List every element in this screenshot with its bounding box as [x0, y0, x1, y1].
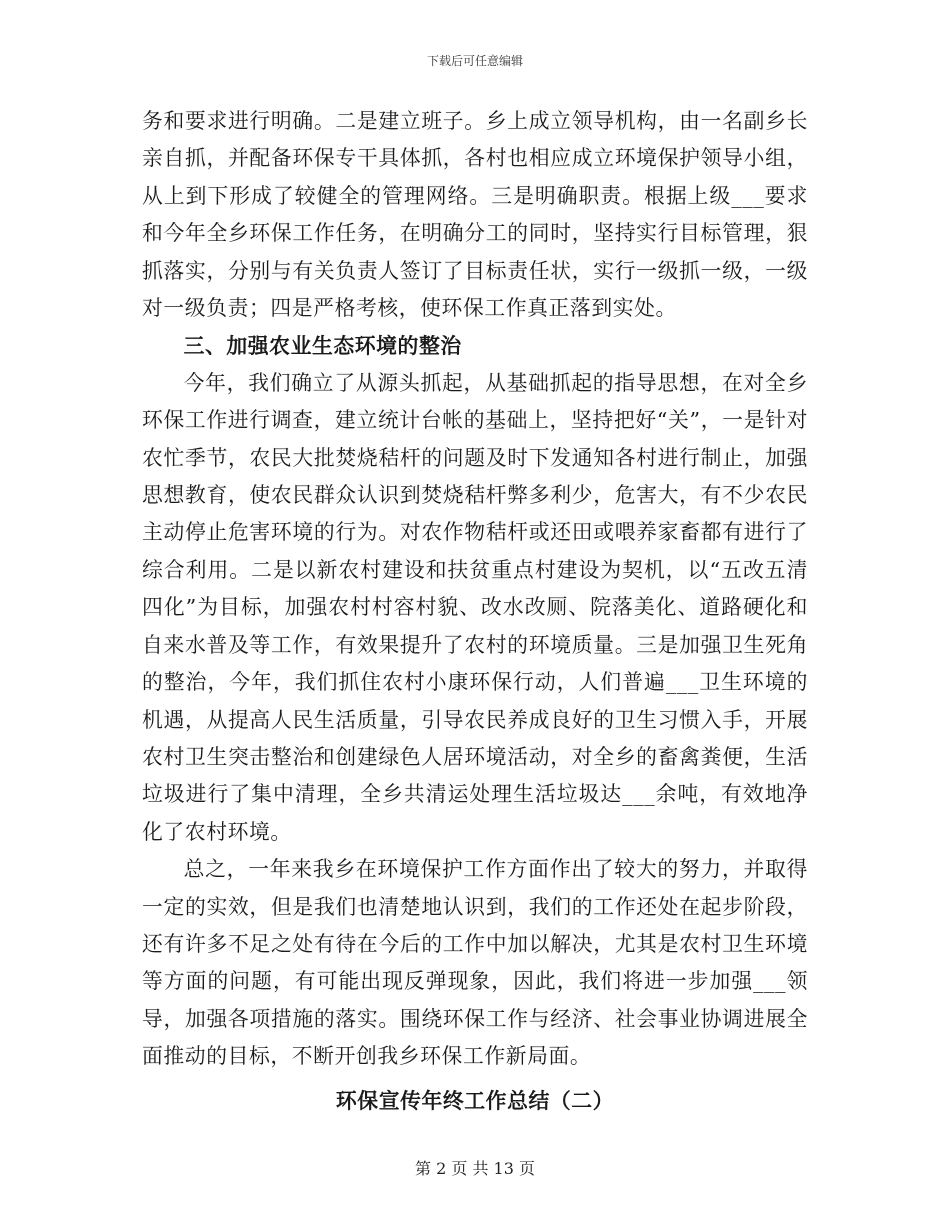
paragraph-ecology: 今年，我们确立了从源头抓起，从基础抓起的指导思想，在对全乡环保工作进行调查，建立统计台帐的基础上，坚持把好“关”，一是针对农忙季节，农民大批焚烧秸杆的问题及时下发通知各村进行制止，加强思想教育，使农民群众认识到焚烧秸杆弊多利少，危害大，有不少农民主动停止危害环境的行为。对农作物秸杆或还田或喂养家畜都有进行了综合利用。二是以新农村建设和扶贫重点村建设为契机，以“五改五清四化”为目标，加强农村村容村貌、改水改厕、院落美化、道路硬化和自来水普及等工作，有效果提升了农村的环境质量。三是加强卫生死角的整治，今年，我们抓住农村小康环保行动，人们普遍___卫生环境的机遇，从提高人民生活质量，引导农民养成良好的卫生习惯入手，开展农村卫生突击整治和创建绿色人居环境活动，对全乡的畜禽粪便，生活垃圾进行了集中清理，全乡共清运处理生活垃圾达___余吨，有效地净化了农村环境。 — [142, 370, 808, 844]
document-subtitle: 环保宣传年终工作总结（二） — [335, 1087, 615, 1113]
document-body — [142, 103, 808, 1119]
paragraph-summary: 总之，一年来我乡在环境保护工作方面作出了较大的努力，并取得一定的实效，但是我们也清楚地认识到，我们的工作还处在起步阶段，还有许多不足之处有待在今后的工作中加以解决，尤其是农村卫生环境等方面的问题，有可能出现反弹现象，因此，我们将进一步加强___领导，加强各项措施的落实。围绕环保工作与经济、社会事业协调进展全面推动的目标，不断开创我乡环保工作新局面。 — [142, 857, 808, 1069]
page-number-footer: 第 2 页 共 13 页 — [415, 1159, 535, 1178]
section-heading-3: 三、加强农业生态环境的整治 — [183, 333, 462, 359]
paragraph-continued: 务和要求进行明确。二是建立班子。乡上成立领导机构，由一名副乡长亲自抓，并配备环保专干具体抓，各村也相应成立环境保护领导小组，从上到下形成了较健全的管理网络。三是明确职责。根据上级___要求和今年全乡环保工作任务，在明确分工的同时，坚持实行目标管理，狠抓落实，分别与有关负责人签订了目标责任状，实行一级抓一级，一级对一级负责；四是严格考核，使环保工作真正落到实处。 — [142, 109, 808, 321]
page-header-note: 下载后可任意编辑 — [426, 54, 523, 68]
